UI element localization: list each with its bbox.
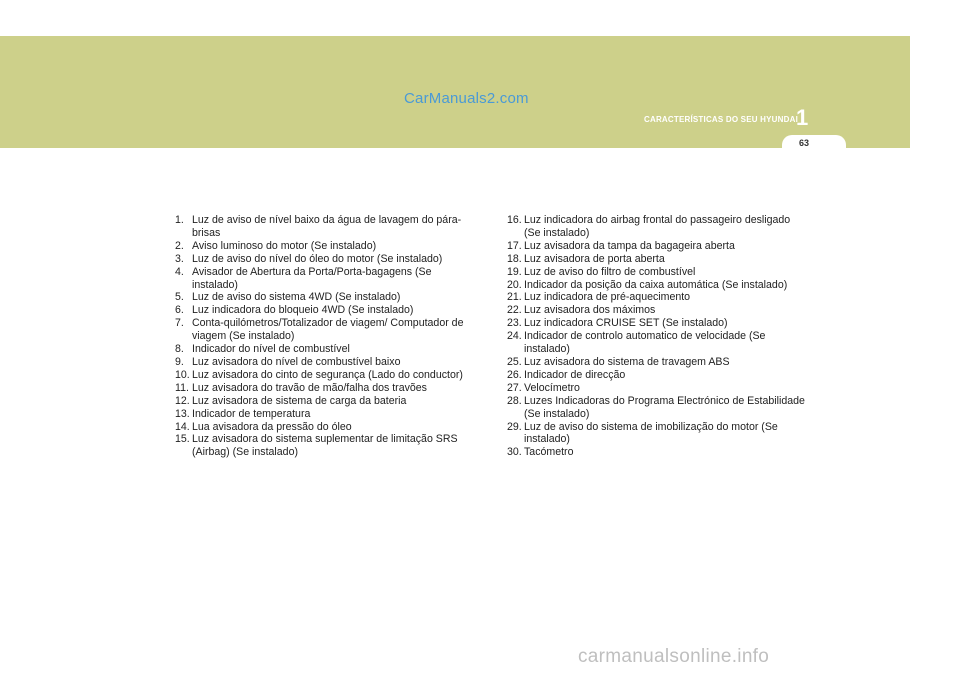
- list-item: [175, 253, 475, 266]
- list-item-text: Velocímetro: [524, 381, 580, 394]
- list-item-text: Luz avisadora de porta aberta: [524, 252, 665, 265]
- list-item-number: 28.: [507, 394, 522, 407]
- list-item-text: Indicador de direcção: [524, 368, 626, 381]
- list-item-number: 1.: [175, 214, 184, 226]
- list-item-text: Luz de aviso de nível baixo da água de lavagem do pára-brisas: [192, 214, 462, 239]
- list-item: [507, 382, 807, 395]
- list-item-number: 29.: [507, 420, 522, 433]
- list-item-number: 9.: [175, 355, 184, 368]
- list-item-text: Luz de aviso do filtro de combustível: [524, 265, 696, 278]
- list-item-number: 23.: [507, 317, 522, 330]
- left-list: [175, 214, 475, 459]
- list-item: [175, 356, 475, 369]
- list-item-text: Luz avisadora dos máximos: [524, 304, 656, 317]
- list-item-number: 27.: [507, 381, 522, 394]
- list-item-number: 3.: [175, 252, 184, 265]
- list-item-number: 22.: [507, 304, 522, 317]
- list-item: [175, 240, 475, 253]
- list-item: [507, 279, 807, 292]
- list-item-text: Luz avisadora do nível de combustível baixo: [192, 355, 401, 368]
- list-item: [175, 421, 475, 434]
- list-item: [175, 343, 475, 356]
- list-item-number: 14.: [175, 420, 190, 433]
- list-item-text: Luz avisadora do travão de mão/falha dos travões: [192, 381, 427, 394]
- watermark-top[interactable]: CarManuals2.com: [404, 90, 529, 107]
- list-item-text: Indicador de controlo automatico de velocidade (Se instalado): [524, 330, 766, 356]
- list-item-text: Lua avisadora da pressão do óleo: [192, 420, 352, 433]
- right-list: [507, 214, 807, 459]
- list-item: [507, 214, 807, 240]
- list-item: [175, 317, 475, 343]
- page-number: 63: [798, 138, 809, 148]
- list-item-text: Luz de aviso do sistema de imobilização do motor (Se instalado): [524, 420, 778, 446]
- list-item: [175, 433, 475, 459]
- list-item-number: 19.: [507, 265, 522, 278]
- list-item: [507, 330, 807, 356]
- list-item-text: Luz avisadora do sistema suplementar de limitação SRS (Airbag) (Se instalado): [192, 433, 458, 459]
- watermark-bottom[interactable]: carmanualsonline.info: [578, 646, 770, 667]
- list-item: [175, 408, 475, 421]
- list-item-text: Luz indicadora CRUISE SET (Se instalado): [524, 317, 728, 330]
- list-item: [175, 214, 475, 240]
- list-item-text: Luz avisadora do sistema de travagem ABS: [524, 355, 730, 368]
- section-title: CARACTERÍSTICAS DO SEU HYUNDAI: [643, 115, 798, 124]
- list-item-number: 10.: [175, 368, 190, 381]
- list-item-number: 16.: [507, 214, 522, 226]
- list-item: [507, 446, 807, 459]
- list-item-number: 11.: [175, 381, 189, 394]
- list-item-text: Luz indicadora do airbag frontal do passageiro desligado (Se instalado): [524, 214, 791, 239]
- list-item: [507, 304, 807, 317]
- list-item-text: Luz avisadora da tampa da bagageira aberta: [524, 239, 735, 252]
- list-item: [507, 317, 807, 330]
- list-item: [175, 266, 475, 292]
- list-item-number: 18.: [507, 252, 522, 265]
- list-item: [507, 253, 807, 266]
- list-item-number: 12.: [175, 394, 190, 407]
- list-item-number: 7.: [175, 317, 184, 330]
- list-item-text: Luz indicadora de pré-aquecimento: [524, 291, 691, 304]
- list-item-number: 15.: [175, 433, 190, 446]
- list-item-number: 6.: [175, 304, 184, 317]
- list-item-number: 20.: [507, 278, 522, 291]
- list-item-text: Conta-quilómetros/Totalizador de viagem/ Computador de viagem (Se instalado): [192, 317, 464, 343]
- list-item-text: Luz avisadora de sistema de carga da bateria: [192, 394, 407, 407]
- list-item-number: 21.: [507, 291, 522, 304]
- list-item-text: Aviso luminoso do motor (Se instalado): [192, 239, 377, 252]
- list-item: [507, 395, 807, 421]
- chapter-number: 1: [796, 105, 809, 130]
- list-item: [507, 291, 807, 304]
- list-item-number: 5.: [175, 291, 184, 304]
- list-item-text: Indicador do nível de combustível: [192, 343, 350, 356]
- list-item: [175, 395, 475, 408]
- list-item: [507, 369, 807, 382]
- list-item-text: Luz de aviso do sistema 4WD (Se instalado): [192, 291, 401, 304]
- list-item-text: Luz avisadora do cinto de segurança (Lado do conductor): [192, 368, 463, 381]
- list-item-number: 2.: [175, 239, 184, 252]
- list-item-text: Avisador de Abertura da Porta/Porta-bagagens (Se instalado): [192, 265, 432, 291]
- list-item-text: Luzes Indicadoras do Programa Electrónico de Estabilidade (Se instalado): [524, 394, 805, 420]
- list-item-number: 17.: [507, 239, 522, 252]
- list-item: [507, 266, 807, 279]
- list-item: [175, 382, 475, 395]
- list-item: [507, 421, 807, 447]
- list-item-number: 30.: [507, 446, 522, 459]
- list-item-text: Luz indicadora do bloqueio 4WD (Se instalado): [192, 304, 414, 317]
- list-item-number: 24.: [507, 330, 522, 343]
- list-item: [175, 304, 475, 317]
- list-item-number: 13.: [175, 407, 190, 420]
- list-item: [175, 291, 475, 304]
- list-item-text: Indicador da posição da caixa automática (Se instalado): [524, 278, 788, 291]
- list-item: [507, 240, 807, 253]
- list-item-number: 25.: [507, 355, 522, 368]
- list-item-text: Indicador de temperatura: [192, 407, 311, 420]
- list-item-number: 26.: [507, 368, 522, 381]
- list-item: [175, 369, 475, 382]
- list-item: [507, 356, 807, 369]
- list-item-number: 4.: [175, 265, 184, 278]
- list-item-text: Luz de aviso do nível do óleo do motor (Se instalado): [192, 252, 443, 265]
- list-item-text: Tacómetro: [524, 446, 574, 459]
- list-item-number: 8.: [175, 343, 184, 356]
